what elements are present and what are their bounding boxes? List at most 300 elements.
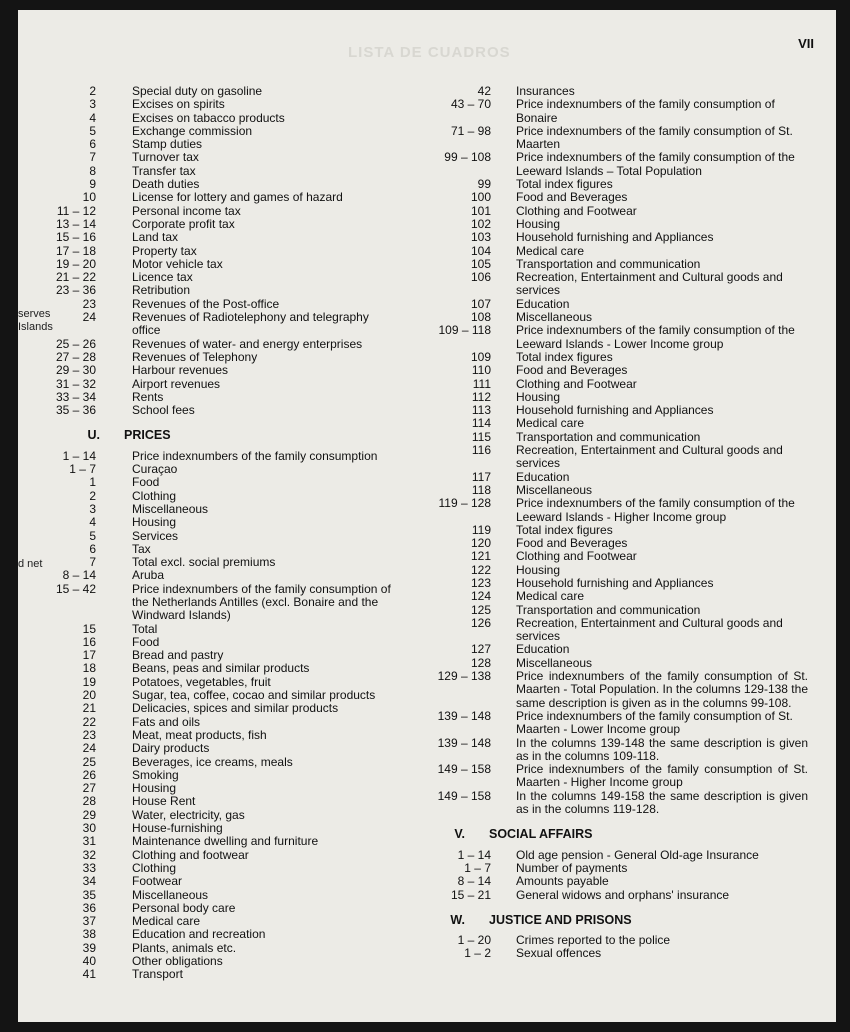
table-list-row (26, 205, 396, 218)
table-number: 39 (82, 940, 96, 955)
table-description: Medical care (516, 589, 585, 604)
table-list-row (26, 138, 396, 151)
table-description: Special duty on gasoline (132, 84, 263, 98)
table-list-row (403, 657, 808, 670)
table-list-row (26, 151, 396, 164)
table-description: Airport revenues (132, 376, 221, 391)
table-description: Household furnishing and Appliances (516, 403, 714, 418)
table-list-row (26, 569, 396, 582)
table-description: Beverages, ice creams, meals (132, 754, 293, 769)
table-description: Clothing and footwear (132, 847, 249, 862)
table-list-row (26, 338, 396, 351)
table-description: Recreation, Entertainment and Cultural goods and services (516, 615, 783, 644)
table-list-row (26, 165, 396, 178)
table-description: Housing (516, 389, 561, 404)
table-number: 40 (82, 954, 96, 968)
table-list-row (403, 471, 808, 484)
table-number: 15 – 42 (55, 581, 96, 596)
table-number: 107 (470, 296, 491, 311)
table-number: 26 (82, 767, 96, 782)
table-list-row (26, 404, 396, 417)
table-number: 1 – 7 (464, 860, 491, 875)
table-description: Transport (132, 967, 183, 982)
table-description: Turnover tax (132, 150, 199, 165)
table-description: Bread and pastry (132, 648, 224, 663)
table-list-row (403, 617, 808, 644)
table-description: Price indexnumbers of the family consumption of St. Maarten (516, 123, 793, 152)
table-list-row (26, 875, 396, 888)
table-list-row (403, 231, 808, 244)
table-description: Transportation and communication (516, 256, 701, 271)
table-number: 3 (89, 97, 96, 112)
table-list-row (403, 862, 808, 875)
section-heading (403, 828, 808, 841)
table-list-row (26, 530, 396, 543)
table-description: Total excl. social premiums (132, 555, 276, 570)
table-list-row (403, 550, 808, 563)
table-list-row (26, 756, 396, 769)
table-number: 24 (82, 741, 96, 756)
table-number: 24 (82, 310, 96, 325)
table-number: 99 – 108 (444, 150, 491, 165)
table-number: 29 (82, 807, 96, 822)
table-description: Plants, animals etc. (132, 940, 237, 955)
table-number: 42 (477, 84, 491, 98)
table-number: 23 (82, 727, 96, 742)
table-description: Miscellaneous (132, 501, 209, 516)
table-list-row (26, 85, 396, 98)
table-list-row (26, 364, 396, 377)
table-number: 127 (470, 642, 491, 657)
table-list-row (26, 716, 396, 729)
table-description: Food and Beverages (516, 536, 628, 551)
table-number: 37 (82, 914, 96, 929)
table-list-row (403, 537, 808, 550)
table-number: 108 (470, 310, 491, 325)
table-description: Revenues of Telephony (132, 349, 258, 364)
table-description: Clothing and Footwear (516, 376, 637, 391)
table-description: Crimes reported to the police (516, 933, 671, 948)
table-description: Revenues of the Post-office (132, 296, 280, 311)
table-list-row (403, 391, 808, 404)
table-list-row (26, 218, 396, 231)
table-list-row (26, 955, 396, 968)
table-description: Exchange commission (132, 123, 253, 138)
table-number: 139 – 148 (437, 708, 491, 723)
table-list-row (26, 391, 396, 404)
table-number: 122 (470, 562, 491, 577)
table-list-row (403, 417, 808, 430)
table-number: 117 (471, 469, 491, 484)
table-list-row (26, 649, 396, 662)
table-description: Transportation and communication (516, 602, 701, 617)
table-description: Transportation and communication (516, 429, 701, 444)
table-number: 21 (82, 701, 96, 716)
table-description: Motor vehicle tax (132, 256, 223, 271)
table-description: School fees (132, 403, 195, 418)
table-list-row (26, 702, 396, 715)
table-description: Harbour revenues (132, 363, 229, 378)
table-description: Price indexnumbers of the family consumption of the Netherlands Antilles (excl. Bonaire and the Windward Islands) (132, 581, 391, 623)
table-list-row (403, 258, 808, 271)
table-description: Food and Beverages (516, 190, 628, 205)
table-number: 30 (82, 821, 96, 836)
table-number: 19 – 20 (55, 256, 96, 271)
table-description: Beans, peas and similar products (132, 661, 310, 676)
table-description: Medical care (516, 416, 585, 431)
table-number: 31 (82, 834, 96, 849)
table-number: 100 (470, 190, 491, 205)
table-number: 20 (82, 688, 96, 703)
table-list-row (26, 889, 396, 902)
table-description: Insurances (516, 84, 575, 98)
table-list-row (26, 862, 396, 875)
table-list-row (26, 298, 396, 311)
table-list-row (26, 450, 396, 463)
table-list-row (403, 378, 808, 391)
table-list-row (403, 564, 808, 577)
table-description: Household furnishing and Appliances (516, 575, 714, 590)
table-number: 121 (470, 549, 491, 564)
table-description: Footwear (132, 874, 183, 889)
table-list-row (403, 670, 808, 710)
table-list-row (403, 497, 808, 524)
table-list-row (26, 490, 396, 503)
table-description: Dairy products (132, 741, 210, 756)
table-number: 36 (82, 900, 96, 915)
table-list-row (26, 782, 396, 795)
section-title: SOCIAL AFFAIRS (489, 827, 593, 842)
table-number: 99 (477, 177, 491, 192)
table-list-row (403, 205, 808, 218)
table-number: 23 (82, 296, 96, 311)
table-number: 1 – 14 (457, 847, 491, 862)
table-list-row (403, 849, 808, 862)
table-number: 43 – 70 (450, 97, 491, 112)
table-description: Sugar, tea, coffee, cocao and similar products (132, 688, 376, 703)
table-number: 104 (470, 243, 491, 258)
table-list-row (403, 191, 808, 204)
document-page (18, 10, 836, 1022)
table-description: Medical care (516, 243, 585, 258)
table-list-row (403, 484, 808, 497)
table-number: 118 (471, 482, 491, 497)
table-number: 1 – 14 (62, 448, 96, 463)
table-list-row (403, 763, 808, 790)
table-description: Education and recreation (132, 927, 266, 942)
table-description: Miscellaneous (516, 655, 593, 670)
table-list-row (403, 404, 808, 417)
table-number: 116 (471, 443, 491, 458)
table-description: Miscellaneous (132, 887, 209, 902)
table-description: Stamp duties (132, 137, 203, 152)
table-number: 13 – 14 (55, 216, 96, 231)
table-list-row (26, 968, 396, 981)
table-description: Miscellaneous (516, 310, 593, 325)
table-list-row (403, 245, 808, 258)
table-description: Licence tax (132, 270, 193, 285)
table-number: 113 (471, 403, 491, 418)
table-description: Delicacies, spices and similar products (132, 701, 339, 716)
table-description: In the columns 139-148 the same description is given as in the columns 109-118. (516, 735, 808, 763)
table-description: Rents (132, 389, 164, 404)
table-description: House Rent (132, 794, 196, 809)
table-description: Amounts payable (516, 874, 609, 889)
table-number: 102 (470, 216, 491, 231)
table-description: Smoking (132, 767, 179, 782)
table-list-row (403, 351, 808, 364)
table-list-row (26, 676, 396, 689)
table-number: 101 (470, 203, 491, 218)
table-list-row (26, 231, 396, 244)
table-list-row (26, 311, 396, 338)
section-letter: U. (87, 428, 100, 443)
table-description: Medical care (132, 914, 201, 929)
table-list-row (26, 915, 396, 928)
section-title: PRICES (124, 428, 171, 443)
table-list-row (26, 928, 396, 941)
table-list-row (26, 98, 396, 111)
table-list-row (26, 849, 396, 862)
table-number: 3 (89, 501, 96, 516)
table-description: Land tax (132, 230, 179, 245)
margin-note: serves (18, 308, 51, 320)
table-description: Services (132, 528, 179, 543)
table-description: Education (516, 469, 570, 484)
table-number: 8 – 14 (62, 568, 96, 583)
table-description: Number of payments (516, 860, 628, 875)
table-description: Housing (516, 562, 561, 577)
section-letter: V. (454, 827, 465, 842)
table-list-row (26, 835, 396, 848)
table-description: Death duties (132, 177, 200, 192)
table-number: 27 – 28 (55, 349, 96, 364)
table-description: Personal income tax (132, 203, 241, 218)
table-list-row (26, 284, 396, 297)
table-list-row (26, 902, 396, 915)
table-number: 15 (82, 621, 96, 636)
table-number: 126 (470, 615, 491, 630)
table-list-row (26, 476, 396, 489)
table-number: 33 – 34 (55, 389, 96, 404)
table-description: Clothing and Footwear (516, 549, 637, 564)
table-description: Revenues of water- and energy enterprises (132, 336, 363, 351)
table-list-row (403, 324, 808, 351)
table-number: 21 – 22 (55, 270, 96, 285)
table-number: 6 (89, 137, 96, 152)
table-number: 17 – 18 (55, 243, 96, 258)
table-description: Tax (132, 541, 151, 556)
table-number: 105 (470, 256, 491, 271)
table-number: 103 (470, 230, 491, 245)
table-number: 33 (82, 860, 96, 875)
table-list-row (26, 769, 396, 782)
table-list-row (26, 516, 396, 529)
table-description: Food (132, 475, 160, 490)
table-description: House-furnishing (132, 821, 223, 836)
table-number: 35 – 36 (55, 403, 96, 418)
table-list-row (403, 577, 808, 590)
table-description: Housing (516, 216, 561, 231)
table-number: 11 – 12 (56, 203, 96, 218)
table-list-row (26, 191, 396, 204)
table-description: Sexual offences (516, 946, 602, 961)
table-list-row (26, 543, 396, 556)
table-list-row (26, 942, 396, 955)
table-description: Price indexnumbers of the family consumption of St. Maarten - Total Population. In the columns 129-138 the same description is given as in the columns 99-108. (516, 669, 808, 710)
table-number: 149 – 158 (437, 788, 491, 803)
table-number: 25 (82, 754, 96, 769)
table-list-row (403, 298, 808, 311)
table-list-row (403, 524, 808, 537)
table-description: Housing (132, 781, 177, 796)
table-list-row (26, 822, 396, 835)
table-description: Total (132, 621, 158, 636)
table-number: 1 – 2 (464, 946, 491, 961)
table-description: Total index figures (516, 522, 613, 537)
table-number: 5 (89, 528, 96, 543)
table-description: Miscellaneous (516, 482, 593, 497)
table-description: Corporate profit tax (132, 216, 235, 231)
table-list-row (403, 85, 808, 98)
table-number: 129 – 138 (437, 669, 491, 684)
table-number: 115 (471, 429, 491, 444)
table-list-row (403, 311, 808, 324)
table-description: Old age pension - General Old-age Insurance (516, 847, 759, 862)
table-description: Fats and oils (132, 714, 201, 729)
table-list-row (403, 431, 808, 444)
table-number: 112 (471, 389, 491, 404)
table-description: Education (516, 642, 570, 657)
table-description: Revenues of Radiotelephony and telegraphy office (132, 310, 369, 338)
table-list-row (26, 351, 396, 364)
table-list-row (26, 245, 396, 258)
table-list-row (26, 503, 396, 516)
page-number: VII (798, 36, 814, 51)
table-number: 119 (471, 522, 491, 537)
table-description: Price indexnumbers of the family consumption of the Leeward Islands - Lower Income group (516, 323, 795, 351)
table-number: 9 (89, 177, 96, 192)
table-list-row (403, 934, 808, 947)
table-number: 10 (82, 190, 96, 205)
table-list-row (26, 636, 396, 649)
table-description: Curaçao (132, 462, 178, 477)
table-number: 19 (82, 674, 96, 689)
table-number: 35 (82, 887, 96, 902)
table-number: 2 (89, 84, 96, 98)
table-number: 23 – 36 (55, 283, 96, 298)
table-description: Education (516, 296, 570, 311)
table-number: 34 (82, 874, 96, 889)
table-number: 18 (82, 661, 96, 676)
table-list-row (26, 742, 396, 755)
table-number: 106 (470, 270, 491, 285)
table-list-row (26, 583, 396, 623)
table-number: 149 – 158 (437, 762, 491, 777)
table-list-row (26, 556, 396, 569)
table-number: 5 (89, 123, 96, 138)
table-description: Food (132, 634, 160, 649)
table-description: Potatoes, vegetables, fruit (132, 674, 271, 689)
table-description: Price indexnumbers of the family consumption of St. Maarten - Lower Income group (516, 708, 793, 737)
left-column (26, 85, 396, 982)
section-letter: W. (450, 912, 465, 927)
table-list-row (26, 463, 396, 476)
table-list-row (403, 604, 808, 617)
table-list-row (403, 151, 808, 178)
table-description: Water, electricity, gas (132, 807, 245, 822)
table-number: 7 (89, 555, 96, 570)
table-description: Price indexnumbers of the family consumption of the Leeward Islands – Total Population (516, 150, 795, 178)
table-list-row (26, 662, 396, 675)
margin-note: d net (18, 558, 43, 570)
table-number: 15 – 16 (55, 230, 96, 245)
table-description: Retribution (132, 283, 191, 298)
table-list-row (403, 444, 808, 471)
table-number: 1 (89, 475, 96, 490)
table-number: 1 – 7 (69, 462, 96, 477)
table-list-row (26, 729, 396, 742)
bleed-through-header: LISTA DE CUADROS (348, 44, 511, 61)
table-number: 71 – 98 (450, 123, 491, 138)
table-list-row (403, 590, 808, 603)
table-description: Other obligations (132, 954, 223, 968)
table-list-row (403, 218, 808, 231)
table-list-row (26, 809, 396, 822)
table-description: Meat, meat products, fish (132, 727, 267, 742)
margin-note: Islands (18, 321, 53, 333)
table-number: 28 (82, 794, 96, 809)
table-description: In the columns 149-158 the same description is given as in the columns 119-128. (516, 788, 808, 817)
table-list-row (403, 875, 808, 888)
table-number: 27 (82, 781, 96, 796)
table-list-row (403, 125, 808, 152)
section-title: JUSTICE AND PRISONS (489, 912, 632, 927)
table-number: 120 (470, 536, 491, 551)
table-number: 4 (89, 110, 96, 125)
table-list-row (403, 947, 808, 960)
table-description: Price indexnumbers of the family consumption of Bonaire (516, 97, 775, 125)
table-number: 128 (470, 655, 491, 670)
table-description: Price indexnumbers of the family consumption of St. Maarten - Higher Income group (516, 762, 808, 790)
table-list-row (403, 98, 808, 125)
table-list-row (26, 689, 396, 702)
table-description: Maintenance dwelling and furniture (132, 834, 319, 849)
table-list-row (26, 795, 396, 808)
table-description: Housing (132, 515, 177, 530)
table-description: Clothing (132, 860, 177, 875)
table-list-row (403, 271, 808, 298)
table-description: Transfer tax (132, 163, 196, 178)
table-number: 8 (89, 163, 96, 178)
table-number: 29 – 30 (55, 363, 96, 378)
table-list-row (403, 889, 808, 902)
table-number: 25 – 26 (55, 336, 96, 351)
table-description: Total index figures (516, 177, 613, 192)
table-number: 41 (82, 967, 96, 982)
table-list-row (26, 378, 396, 391)
table-description: Clothing and Footwear (516, 203, 637, 218)
table-description: Household furnishing and Appliances (516, 230, 714, 245)
table-number: 32 (82, 847, 96, 862)
table-description: Recreation, Entertainment and Cultural goods and services (516, 270, 783, 298)
table-number: 123 (470, 575, 491, 590)
table-number: 110 (471, 363, 491, 378)
table-number: 125 (470, 602, 491, 617)
table-number: 139 – 148 (437, 735, 491, 750)
right-column (403, 85, 808, 961)
table-number: 4 (89, 515, 96, 530)
